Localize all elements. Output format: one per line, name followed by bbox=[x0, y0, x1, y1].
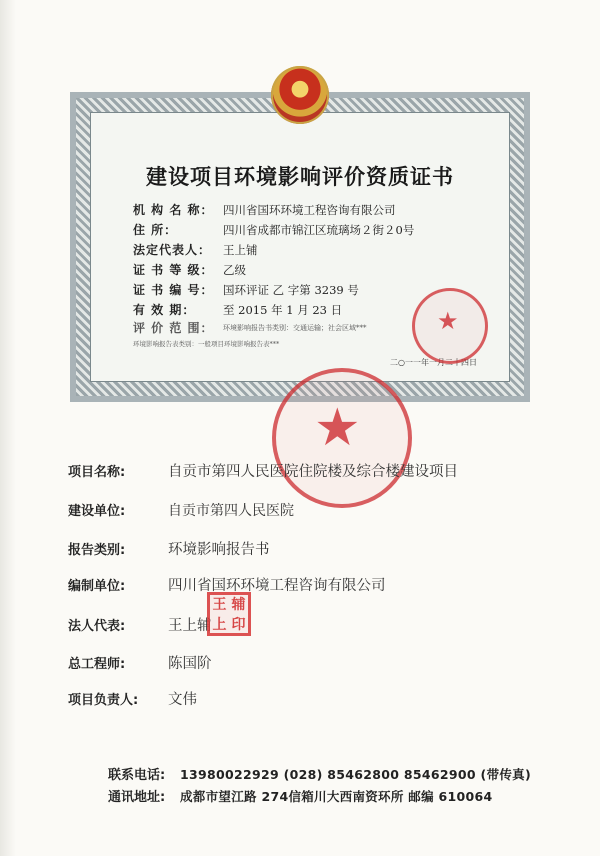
contact-footer bbox=[108, 764, 568, 808]
cert-field-row bbox=[133, 261, 479, 281]
cert-field-value: 环境影响报告书类别：交通运输；社会区域*** bbox=[223, 323, 367, 332]
address-label: 通讯地址: bbox=[108, 790, 166, 805]
detail-label: 项目名称: bbox=[68, 465, 126, 480]
cert-field-value: 四川省成都市锦江区琉璃场２街２0号 bbox=[223, 223, 415, 237]
star-icon: ★ bbox=[314, 398, 361, 458]
phone-label: 联系电话: bbox=[108, 768, 166, 783]
detail-value: 四川省国环环境工程咨询有限公司 bbox=[168, 578, 386, 594]
cert-field-label: 有 效 期： bbox=[133, 303, 196, 317]
detail-label: 总工程师: bbox=[68, 657, 126, 672]
phone-row bbox=[108, 764, 568, 786]
issue-date: 二○一一年一月二十四日 bbox=[390, 358, 477, 367]
company-seal-icon bbox=[272, 368, 412, 508]
detail-label: 法人代表: bbox=[68, 619, 126, 634]
detail-value: 环境影响报告书 bbox=[168, 542, 270, 558]
seal-char: 王 bbox=[212, 597, 227, 613]
detail-row bbox=[68, 538, 270, 559]
detail-label: 报告类别: bbox=[68, 543, 126, 558]
phone-value: 13980022929 (028) 85462800 85462900 (带传真) bbox=[180, 767, 531, 782]
detail-row bbox=[68, 460, 458, 481]
seal-char: 印 bbox=[231, 617, 246, 633]
detail-value: 文伟 bbox=[168, 692, 197, 708]
cert-field-row bbox=[133, 241, 479, 261]
detail-row bbox=[68, 500, 294, 520]
cert-field-row bbox=[133, 221, 479, 241]
page-edge bbox=[0, 0, 16, 856]
cert-field-label: 证 书 等 级： bbox=[133, 263, 214, 277]
detail-label: 编制单位: bbox=[68, 579, 126, 594]
cert-field-value: 王上铺 bbox=[223, 243, 258, 257]
detail-value: 陈国阶 bbox=[168, 656, 212, 672]
star-icon: ★ bbox=[437, 307, 459, 335]
seal-char: 上 bbox=[212, 617, 227, 633]
detail-label: 项目负责人: bbox=[68, 693, 139, 708]
detail-value: 自贡市第四人民医院 bbox=[168, 503, 294, 519]
detail-value: 自贡市第四人民医院住院楼及综合楼建设项目 bbox=[168, 464, 458, 480]
cert-field-value: 至 2015 年 1 月 23 日 bbox=[223, 303, 343, 317]
seal-char: 辅 bbox=[231, 597, 246, 613]
detail-label: 建设单位: bbox=[68, 504, 126, 519]
address-row bbox=[108, 786, 568, 808]
detail-value: 王上辅 bbox=[168, 618, 212, 634]
certificate-title: 建设项目环境影响评价资质证书 bbox=[146, 164, 454, 189]
national-emblem-icon bbox=[271, 66, 329, 124]
cert-field-label: 住 所： bbox=[133, 223, 178, 237]
detail-row bbox=[68, 614, 212, 635]
legal-rep-seal bbox=[207, 592, 251, 636]
cert-field-value: 四川省国环环境工程咨询有限公司 bbox=[223, 203, 396, 217]
detail-row bbox=[68, 688, 197, 709]
cert-field-label: 评 价 范 围： bbox=[133, 321, 214, 335]
detail-row bbox=[68, 652, 212, 673]
cert-field-row bbox=[133, 201, 479, 221]
cert-field-label: 法定代表人： bbox=[133, 243, 212, 257]
cert-field-label: 机 构 名 称： bbox=[133, 203, 214, 217]
ministry-seal-icon bbox=[412, 288, 488, 364]
address-value: 成都市望江路 274信箱川大西南资环所 邮编 610064 bbox=[180, 789, 493, 804]
cert-field-value: 乙级 bbox=[223, 263, 246, 277]
cert-field-value: 国环评证 乙 字第 3239 号 bbox=[223, 283, 359, 297]
cert-field-label: 证 书 编 号： bbox=[133, 283, 214, 297]
scope-line-2: 环境影响报告表类别：一般项目环境影响报告表*** bbox=[133, 340, 280, 348]
